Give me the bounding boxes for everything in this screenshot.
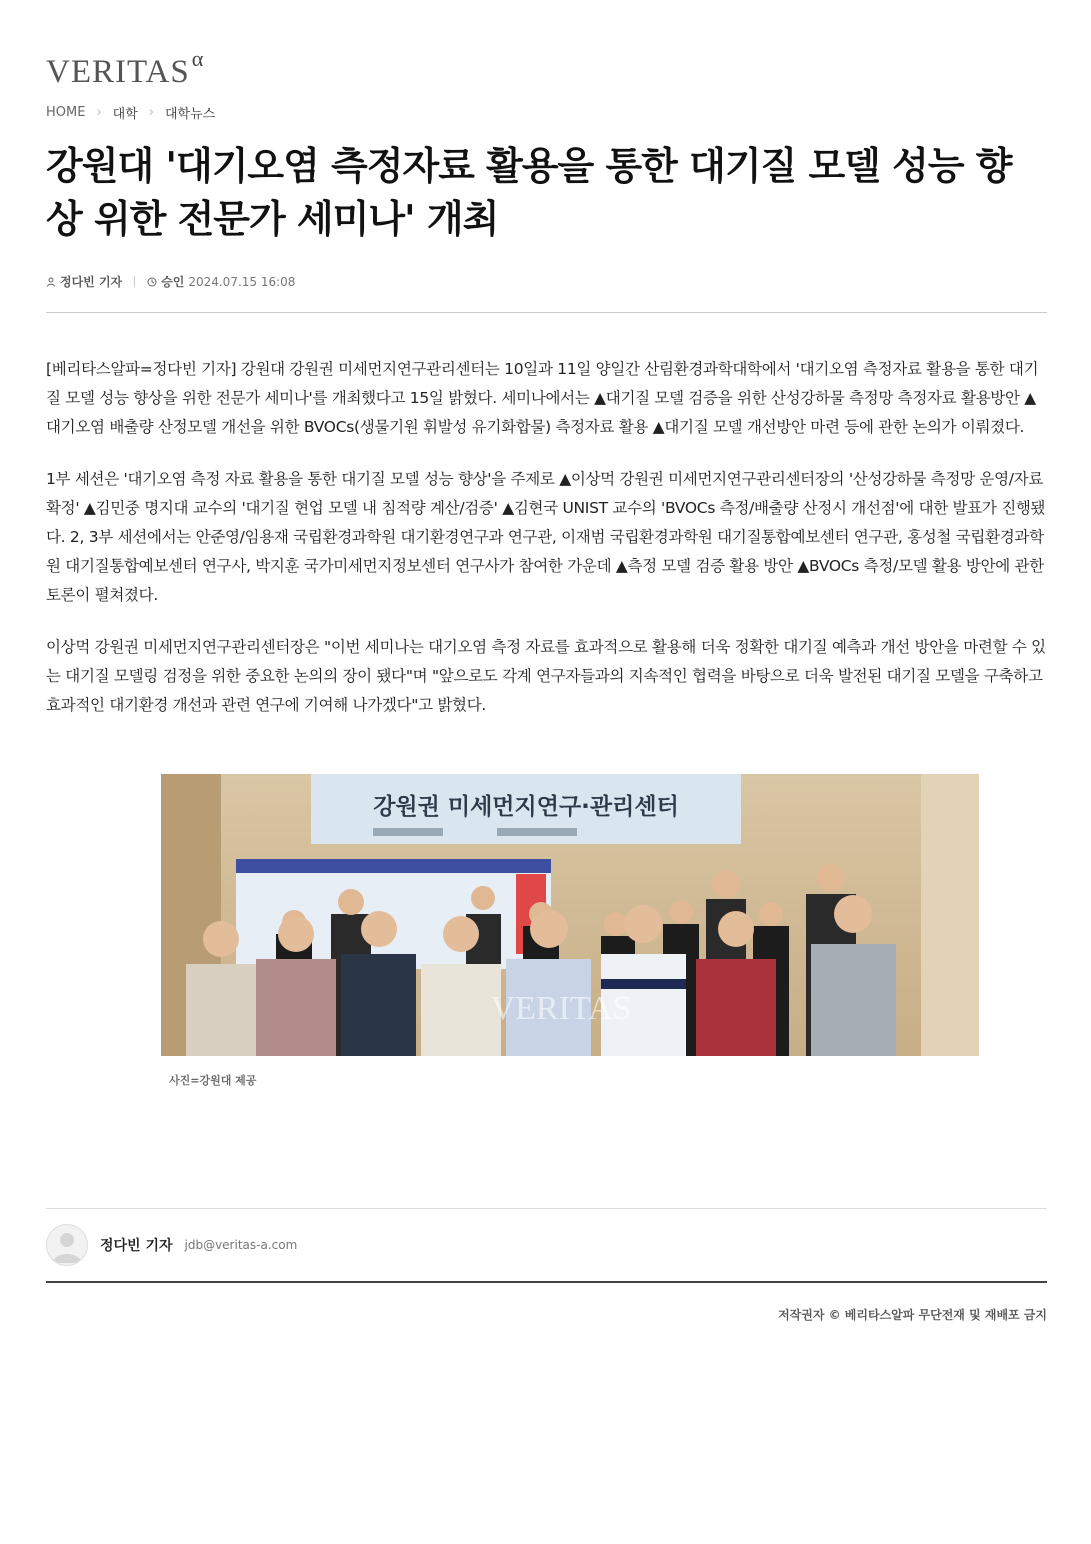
clock-icon	[147, 277, 157, 287]
meta-divider	[134, 276, 135, 287]
copyright-notice: 저작권자 © 베리타스알파 무단전재 및 재배포 금지	[778, 1308, 1047, 1322]
breadcrumb-level1[interactable]: 대학	[112, 107, 138, 122]
breadcrumb	[46, 103, 215, 122]
article-paragraph: 1부 세션은 '대기오염 측정 자료 활용을 통한 대기질 모델 성능 향상'을 주제로 ▲이상먹 강원권 미세먼지연구관리센터장의 '산성강하물 측정망 운영/자료 확정' ▲김민중 명지대 교수의 '대기질 현업 모델 내 침적량 계산/검증' ▲김현국 UNIST 교수의 'BVOCs 측정/배출량 산정시 개선점'에 대한 발표가 진행됐다. 2, 3부 세션에서는 안준영/임용재 국립환경과학원 대기환경연구과 연구관, 이재범 국립환경과학원 대기질통합예보센터 연구관, 홍성철 국립환경과학원 대기질통합예보센터 연구사, 박지훈 국가미세먼지정보센터 연구사가 참여한 가운데 ▲측정 모델 검증 활용 방안 ▲BVOCs 측정/모델 활용 방안에 관한 토론이 펼쳐졌다.	[46, 470, 1046, 604]
banner-text: 강원권 미세먼지연구·관리센터	[373, 794, 679, 820]
article-paragraph: [베리타스알파=정다빈 기자] 강원대 강원권 미세먼지연구관리센터는 10일과 11일 양일간 산림환경과학대학에서 '대기오염 측정자료 활용을 통한 대기질 모델 성능 향상을 위한 전문가 세미나'를 개최했다고 15일 밝혔다. 세미나에서는 ▲대기질 모델 검증을 위한 산성강하물 측정망 측정자료 활용방안 ▲대기오염 배출량 산정모델 개선을 위한 BVOCs(생물기원 휘발성 유기화합물) 측정자료 활용 ▲대기질 모델 개선방안 마련 등에 관한 논의가 이뤄졌다.	[46, 360, 1039, 436]
article-date: 2024.07.15 16:08	[188, 274, 296, 289]
article-title: 강원대 '대기오염 측정자료 활용을 통한 대기질 모델 성능 향상 위한 전문가 세미나' 개최	[46, 144, 1012, 241]
breadcrumb-home[interactable]: HOME	[46, 105, 86, 120]
breadcrumb-level2[interactable]: 대학뉴스	[164, 107, 216, 122]
photo-caption: 사진=강원대 제공	[169, 1074, 257, 1087]
chevron-right-icon: ›	[96, 105, 102, 120]
site-logo[interactable]	[46, 46, 205, 91]
article-body	[46, 355, 1047, 743]
article-paragraph: 이상먹 강원권 미세먼지연구관리센터장은 "이번 세미나는 대기오염 측정 자료를 효과적으로 활용해 더욱 정확한 대기질 예측과 개선 방안을 마련할 수 있는 대기질 모델링 검정을 위한 중요한 논의의 장이 됐다"며 "앞으로도 각계 연구자들과의 지속적인 협력을 바탕으로 더욱 발전된 대기질 모델을 구축하고 효과적인 대기환경 개선과 관련 연구에 기여해 나가겠다"고 밝혔다.	[46, 638, 1046, 714]
chevron-right-icon: ›	[148, 105, 154, 120]
avatar[interactable]	[46, 1224, 88, 1266]
avatar-placeholder-icon	[47, 1225, 87, 1265]
divider	[46, 312, 1047, 313]
reporter-email[interactable]: jdb@veritas-a.com	[184, 1238, 298, 1252]
logo-text: VERITAS	[46, 54, 190, 90]
person-icon	[46, 277, 56, 287]
approve-label: 승인	[161, 275, 185, 289]
photo-watermark: VERITAS	[490, 990, 632, 1027]
article-meta	[46, 273, 295, 290]
divider	[46, 1208, 1047, 1209]
article-author[interactable]: 정다빈 기자	[60, 275, 123, 289]
group-photo	[161, 774, 979, 1056]
article-photo[interactable]	[161, 774, 979, 1056]
divider	[46, 1281, 1047, 1283]
reporter-name[interactable]: 정다빈 기자	[100, 1238, 173, 1254]
logo-mark: α	[191, 46, 205, 71]
reporter-box	[46, 1224, 297, 1266]
